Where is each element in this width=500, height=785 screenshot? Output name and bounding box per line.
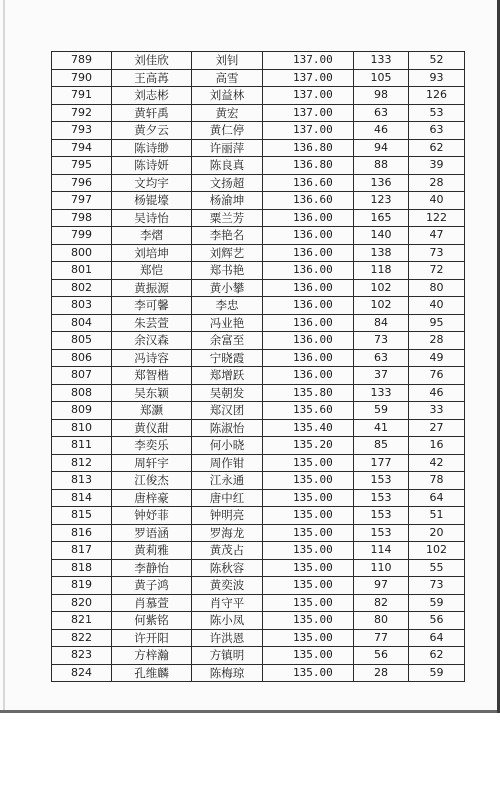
- score-cell: 135.00: [263, 577, 354, 595]
- table-row: [52, 332, 465, 350]
- student-name-cell: 周轩宇: [112, 454, 192, 472]
- value-a-cell: 56: [354, 647, 409, 665]
- teacher-name-cell: 唐中红: [192, 489, 263, 507]
- teacher-name-cell: 高雪: [192, 69, 263, 87]
- score-cell: 136.80: [263, 139, 354, 157]
- ranking-table: [51, 51, 465, 682]
- rank-cell: 821: [52, 612, 112, 630]
- rank-cell: 818: [52, 559, 112, 577]
- student-name-cell: 刘培坤: [112, 244, 192, 262]
- teacher-name-cell: 吴朝发: [192, 384, 263, 402]
- score-cell: 136.60: [263, 192, 354, 210]
- table-row: [52, 647, 465, 665]
- table-row: [52, 384, 465, 402]
- student-name-cell: 郑智楷: [112, 367, 192, 385]
- score-cell: 136.00: [263, 262, 354, 280]
- table-row: [52, 87, 465, 105]
- table-row: [52, 297, 465, 315]
- score-cell: 136.00: [263, 297, 354, 315]
- score-cell: 136.00: [263, 209, 354, 227]
- rank-cell: 797: [52, 192, 112, 210]
- value-b-cell: 33: [409, 402, 465, 420]
- teacher-name-cell: 陈小凤: [192, 612, 263, 630]
- student-name-cell: 黄振源: [112, 279, 192, 297]
- teacher-name-cell: 黄宏: [192, 104, 263, 122]
- value-a-cell: 73: [354, 332, 409, 350]
- value-b-cell: 73: [409, 244, 465, 262]
- table-row: [52, 52, 465, 70]
- value-a-cell: 63: [354, 349, 409, 367]
- value-a-cell: 97: [354, 577, 409, 595]
- student-name-cell: 吴诗怡: [112, 209, 192, 227]
- table-row: [52, 542, 465, 560]
- student-name-cell: 刘佳欣: [112, 52, 192, 70]
- teacher-name-cell: 黄小攀: [192, 279, 263, 297]
- value-b-cell: 27: [409, 419, 465, 437]
- student-name-cell: 余汉森: [112, 332, 192, 350]
- score-cell: 135.20: [263, 437, 354, 455]
- teacher-name-cell: 许丽萍: [192, 139, 263, 157]
- student-name-cell: 方梓瀚: [112, 647, 192, 665]
- teacher-name-cell: 余富至: [192, 332, 263, 350]
- teacher-name-cell: 刘辉艺: [192, 244, 263, 262]
- value-a-cell: 138: [354, 244, 409, 262]
- value-b-cell: 63: [409, 122, 465, 140]
- table-row: [52, 139, 465, 157]
- value-b-cell: 78: [409, 472, 465, 490]
- student-name-cell: 吴东颖: [112, 384, 192, 402]
- student-name-cell: 郑灏: [112, 402, 192, 420]
- teacher-name-cell: 方镇明: [192, 647, 263, 665]
- value-b-cell: 16: [409, 437, 465, 455]
- table-row: [52, 629, 465, 647]
- value-a-cell: 84: [354, 314, 409, 332]
- teacher-name-cell: 何小晓: [192, 437, 263, 455]
- student-name-cell: 刘志彬: [112, 87, 192, 105]
- score-cell: 136.00: [263, 367, 354, 385]
- value-a-cell: 59: [354, 402, 409, 420]
- table-row: [52, 577, 465, 595]
- student-name-cell: 肖慕萱: [112, 594, 192, 612]
- student-name-cell: 黄子鸿: [112, 577, 192, 595]
- student-name-cell: 黄夕云: [112, 122, 192, 140]
- value-a-cell: 133: [354, 52, 409, 70]
- rank-cell: 819: [52, 577, 112, 595]
- rank-cell: 822: [52, 629, 112, 647]
- student-name-cell: 李熠: [112, 227, 192, 245]
- value-a-cell: 41: [354, 419, 409, 437]
- score-cell: 135.00: [263, 664, 354, 682]
- rank-cell: 801: [52, 262, 112, 280]
- rank-cell: 813: [52, 472, 112, 490]
- table-row: [52, 612, 465, 630]
- table-row: [52, 367, 465, 385]
- rank-cell: 823: [52, 647, 112, 665]
- rank-cell: 789: [52, 52, 112, 70]
- score-cell: 135.00: [263, 472, 354, 490]
- value-b-cell: 62: [409, 647, 465, 665]
- rank-cell: 808: [52, 384, 112, 402]
- value-b-cell: 49: [409, 349, 465, 367]
- table-row: [52, 244, 465, 262]
- value-a-cell: 63: [354, 104, 409, 122]
- score-cell: 137.00: [263, 104, 354, 122]
- value-a-cell: 46: [354, 122, 409, 140]
- table-row: [52, 419, 465, 437]
- rank-cell: 794: [52, 139, 112, 157]
- value-b-cell: 51: [409, 507, 465, 525]
- teacher-name-cell: 周作钳: [192, 454, 263, 472]
- value-b-cell: 73: [409, 577, 465, 595]
- value-a-cell: 37: [354, 367, 409, 385]
- teacher-name-cell: 肖守平: [192, 594, 263, 612]
- value-b-cell: 42: [409, 454, 465, 472]
- teacher-name-cell: 郑增跃: [192, 367, 263, 385]
- student-name-cell: 李可馨: [112, 297, 192, 315]
- table-row: [52, 349, 465, 367]
- student-name-cell: 黄轩禹: [112, 104, 192, 122]
- value-a-cell: 102: [354, 279, 409, 297]
- value-a-cell: 88: [354, 157, 409, 175]
- table-row: [52, 314, 465, 332]
- teacher-name-cell: 郑汉团: [192, 402, 263, 420]
- rank-cell: 793: [52, 122, 112, 140]
- table-row: [52, 454, 465, 472]
- teacher-name-cell: 粟兰芳: [192, 209, 263, 227]
- student-name-cell: 郑恺: [112, 262, 192, 280]
- ranking-table-body: [52, 52, 465, 682]
- value-a-cell: 110: [354, 559, 409, 577]
- student-name-cell: 黄莉雅: [112, 542, 192, 560]
- value-b-cell: 126: [409, 87, 465, 105]
- score-cell: 136.00: [263, 349, 354, 367]
- score-cell: 136.00: [263, 314, 354, 332]
- value-b-cell: 47: [409, 227, 465, 245]
- score-cell: 135.00: [263, 647, 354, 665]
- scan-edge-line: [3, 0, 5, 713]
- value-b-cell: 52: [409, 52, 465, 70]
- table-row: [52, 192, 465, 210]
- score-cell: 136.80: [263, 157, 354, 175]
- table-row: [52, 262, 465, 280]
- rank-cell: 809: [52, 402, 112, 420]
- value-b-cell: 80: [409, 279, 465, 297]
- value-a-cell: 153: [354, 524, 409, 542]
- table-row: [52, 437, 465, 455]
- value-b-cell: 122: [409, 209, 465, 227]
- teacher-name-cell: 罗海龙: [192, 524, 263, 542]
- score-cell: 135.00: [263, 542, 354, 560]
- teacher-name-cell: 陈淑怡: [192, 419, 263, 437]
- student-name-cell: 许开阳: [112, 629, 192, 647]
- rank-cell: 812: [52, 454, 112, 472]
- value-b-cell: 59: [409, 664, 465, 682]
- value-b-cell: 55: [409, 559, 465, 577]
- student-name-cell: 江俊杰: [112, 472, 192, 490]
- rank-cell: 816: [52, 524, 112, 542]
- value-a-cell: 114: [354, 542, 409, 560]
- value-b-cell: 102: [409, 542, 465, 560]
- rank-cell: 796: [52, 174, 112, 192]
- value-a-cell: 80: [354, 612, 409, 630]
- score-cell: 135.80: [263, 384, 354, 402]
- value-a-cell: 153: [354, 507, 409, 525]
- value-a-cell: 28: [354, 664, 409, 682]
- score-cell: 135.00: [263, 524, 354, 542]
- table-row: [52, 69, 465, 87]
- teacher-name-cell: 宁晓霞: [192, 349, 263, 367]
- teacher-name-cell: 黄奕波: [192, 577, 263, 595]
- rank-cell: 815: [52, 507, 112, 525]
- rank-cell: 807: [52, 367, 112, 385]
- score-cell: 135.00: [263, 507, 354, 525]
- rank-cell: 802: [52, 279, 112, 297]
- student-name-cell: 杨锟壕: [112, 192, 192, 210]
- teacher-name-cell: 冯业艳: [192, 314, 263, 332]
- value-a-cell: 153: [354, 489, 409, 507]
- score-cell: 136.60: [263, 174, 354, 192]
- teacher-name-cell: 陈梅琼: [192, 664, 263, 682]
- table-row: [52, 524, 465, 542]
- value-b-cell: 53: [409, 104, 465, 122]
- student-name-cell: 陈诗妍: [112, 157, 192, 175]
- rank-cell: 791: [52, 87, 112, 105]
- score-cell: 135.00: [263, 629, 354, 647]
- rank-cell: 799: [52, 227, 112, 245]
- value-a-cell: 102: [354, 297, 409, 315]
- value-b-cell: 93: [409, 69, 465, 87]
- table-row: [52, 559, 465, 577]
- score-cell: 137.00: [263, 69, 354, 87]
- rank-cell: 798: [52, 209, 112, 227]
- score-cell: 137.00: [263, 52, 354, 70]
- teacher-name-cell: 刘钊: [192, 52, 263, 70]
- table-row: [52, 209, 465, 227]
- table-row: [52, 594, 465, 612]
- table-row: [52, 507, 465, 525]
- rank-cell: 805: [52, 332, 112, 350]
- value-a-cell: 177: [354, 454, 409, 472]
- table-row: [52, 402, 465, 420]
- score-cell: 137.00: [263, 87, 354, 105]
- teacher-name-cell: 黄仁停: [192, 122, 263, 140]
- student-name-cell: 王高苒: [112, 69, 192, 87]
- score-cell: 135.00: [263, 559, 354, 577]
- value-b-cell: 59: [409, 594, 465, 612]
- value-a-cell: 98: [354, 87, 409, 105]
- rank-cell: 804: [52, 314, 112, 332]
- table-row: [52, 279, 465, 297]
- value-a-cell: 94: [354, 139, 409, 157]
- teacher-name-cell: 江永通: [192, 472, 263, 490]
- teacher-name-cell: 李艳名: [192, 227, 263, 245]
- student-name-cell: 钟妤菲: [112, 507, 192, 525]
- teacher-name-cell: 陈良真: [192, 157, 263, 175]
- value-a-cell: 118: [354, 262, 409, 280]
- teacher-name-cell: 陈秋容: [192, 559, 263, 577]
- student-name-cell: 朱芸萱: [112, 314, 192, 332]
- table-row: [52, 227, 465, 245]
- student-name-cell: 文均宇: [112, 174, 192, 192]
- value-b-cell: 56: [409, 612, 465, 630]
- teacher-name-cell: 李忠: [192, 297, 263, 315]
- value-a-cell: 85: [354, 437, 409, 455]
- score-cell: 135.00: [263, 454, 354, 472]
- student-name-cell: 何紫铭: [112, 612, 192, 630]
- student-name-cell: 李静怡: [112, 559, 192, 577]
- value-a-cell: 165: [354, 209, 409, 227]
- table-row: [52, 122, 465, 140]
- score-cell: 136.00: [263, 244, 354, 262]
- teacher-name-cell: 杨渝坤: [192, 192, 263, 210]
- value-b-cell: 28: [409, 332, 465, 350]
- value-b-cell: 46: [409, 384, 465, 402]
- student-name-cell: 罗语涵: [112, 524, 192, 542]
- value-a-cell: 136: [354, 174, 409, 192]
- value-a-cell: 105: [354, 69, 409, 87]
- rank-cell: 790: [52, 69, 112, 87]
- table-row: [52, 157, 465, 175]
- rank-cell: 806: [52, 349, 112, 367]
- value-b-cell: 40: [409, 192, 465, 210]
- value-b-cell: 39: [409, 157, 465, 175]
- score-cell: 135.00: [263, 489, 354, 507]
- teacher-name-cell: 钟明亮: [192, 507, 263, 525]
- teacher-name-cell: 郑书艳: [192, 262, 263, 280]
- score-cell: 136.00: [263, 279, 354, 297]
- rank-cell: 820: [52, 594, 112, 612]
- score-cell: 135.00: [263, 612, 354, 630]
- rank-cell: 817: [52, 542, 112, 560]
- rank-cell: 814: [52, 489, 112, 507]
- teacher-name-cell: 刘益林: [192, 87, 263, 105]
- rank-cell: 810: [52, 419, 112, 437]
- teacher-name-cell: 文扬超: [192, 174, 263, 192]
- student-name-cell: 孔维麟: [112, 664, 192, 682]
- rank-cell: 795: [52, 157, 112, 175]
- value-b-cell: 72: [409, 262, 465, 280]
- value-b-cell: 95: [409, 314, 465, 332]
- value-a-cell: 133: [354, 384, 409, 402]
- value-a-cell: 140: [354, 227, 409, 245]
- rank-cell: 824: [52, 664, 112, 682]
- rank-cell: 811: [52, 437, 112, 455]
- student-name-cell: 唐梓豪: [112, 489, 192, 507]
- table-row: [52, 174, 465, 192]
- student-name-cell: 冯诗容: [112, 349, 192, 367]
- table-row: [52, 472, 465, 490]
- score-cell: 135.00: [263, 594, 354, 612]
- table-row: [52, 664, 465, 682]
- value-b-cell: 64: [409, 489, 465, 507]
- value-a-cell: 123: [354, 192, 409, 210]
- table-row: [52, 489, 465, 507]
- score-cell: 136.00: [263, 227, 354, 245]
- student-name-cell: 黄仪甜: [112, 419, 192, 437]
- rank-cell: 803: [52, 297, 112, 315]
- student-name-cell: 李奕乐: [112, 437, 192, 455]
- teacher-name-cell: 黄茂占: [192, 542, 263, 560]
- teacher-name-cell: 许洪恩: [192, 629, 263, 647]
- score-cell: 137.00: [263, 122, 354, 140]
- score-cell: 135.60: [263, 402, 354, 420]
- value-b-cell: 40: [409, 297, 465, 315]
- value-b-cell: 28: [409, 174, 465, 192]
- value-b-cell: 64: [409, 629, 465, 647]
- value-a-cell: 77: [354, 629, 409, 647]
- score-cell: 135.40: [263, 419, 354, 437]
- table-row: [52, 104, 465, 122]
- value-b-cell: 20: [409, 524, 465, 542]
- value-b-cell: 76: [409, 367, 465, 385]
- score-cell: 136.00: [263, 332, 354, 350]
- value-b-cell: 62: [409, 139, 465, 157]
- value-a-cell: 82: [354, 594, 409, 612]
- student-name-cell: 陈诗缈: [112, 139, 192, 157]
- rank-cell: 800: [52, 244, 112, 262]
- rank-cell: 792: [52, 104, 112, 122]
- value-a-cell: 153: [354, 472, 409, 490]
